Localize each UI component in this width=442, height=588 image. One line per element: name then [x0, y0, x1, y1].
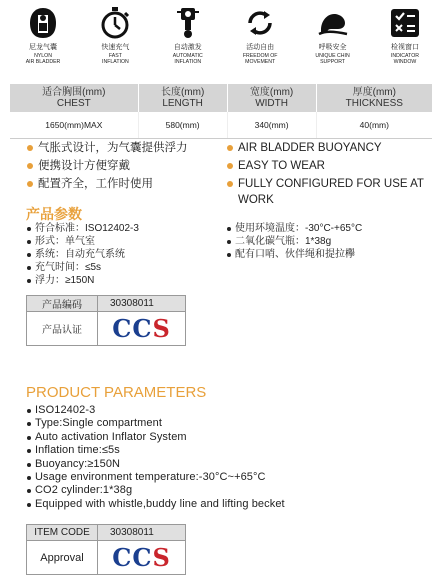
dimension-header	[227, 84, 316, 112]
item-code-table-en	[26, 524, 186, 575]
logo-letter: C	[132, 543, 153, 572]
table-row	[27, 312, 186, 346]
ccs-logo	[98, 312, 186, 346]
ccs-logo	[98, 541, 186, 575]
code-label: ITEM CODE	[27, 525, 98, 541]
list-item: EASY TO WEAR	[226, 158, 426, 174]
header-cn: 宽度(mm)	[249, 87, 294, 98]
feature-en-label: UNIQUE CHIN SUPPORT	[315, 53, 350, 65]
feature-cn-label: 呼吸安全	[318, 44, 347, 51]
item-code-table-cn	[26, 295, 186, 346]
list-item: CO2 cylinder:1*38g	[26, 484, 285, 497]
dimension-value: 580(mm)	[138, 112, 227, 139]
feature-cn-label: 尼龙气囊	[29, 44, 57, 51]
code-value: 30308011	[98, 525, 186, 541]
feature-icons-row	[14, 6, 434, 65]
dimension-value: 340(mm)	[227, 112, 316, 139]
feature-unique-chin-support	[304, 6, 362, 65]
nylon-air-bladder-icon	[27, 6, 59, 40]
list-item: 便携设计方便穿戴	[26, 158, 226, 174]
list-item: 配置齐全，工作时使用	[26, 176, 226, 192]
feature-cn-label: 检视窗口	[390, 44, 419, 51]
list-item: Equipped with whistle,buddy line and lifting becket	[26, 498, 285, 511]
list-item: 充气时间：≤5s	[26, 261, 139, 274]
params-cn-title: 产品参数	[26, 206, 82, 222]
header-cn: 厚度(mm)	[352, 87, 396, 98]
feature-cn-label: 活动自由	[246, 44, 275, 51]
feature-automatic-inflation	[159, 6, 217, 65]
list-item: Auto activation Inflator System	[26, 431, 285, 444]
header-en: CHEST	[56, 98, 91, 109]
list-item: Type:Single compartment	[26, 417, 285, 430]
features-en-list	[226, 140, 426, 210]
chin-support-icon	[317, 6, 349, 40]
header-cn: 适合胸围(mm)	[42, 87, 106, 98]
logo-letter: C	[112, 314, 133, 343]
logo-letter: S	[152, 543, 171, 572]
feature-en-label: FAST INFLATION	[102, 53, 129, 65]
list-item: 气胀式设计，为气囊提供浮力	[26, 140, 226, 156]
dimensions-header-row	[10, 84, 432, 112]
list-item: 配有口哨、伙伴绳和提拉欅	[226, 248, 362, 261]
dimension-value: 40(mm)	[316, 112, 432, 139]
list-item: 浮力：≥150N	[26, 274, 139, 287]
dimension-header	[10, 84, 138, 112]
feature-cn-label: 自动激发	[173, 44, 202, 51]
indicator-window-icon	[389, 6, 421, 40]
header-en: WIDTH	[255, 98, 288, 109]
feature-cn-label: 快速充气	[101, 44, 130, 51]
list-item: FULLY CONFIGURED FOR USE AT WORK	[226, 176, 426, 208]
header-cn: 长度(mm)	[160, 87, 205, 98]
feature-fast-inflation	[86, 6, 144, 65]
header-en: LENGTH	[162, 98, 203, 109]
code-label: 产品编码	[27, 296, 98, 312]
header-en: THICKNESS	[345, 98, 403, 109]
list-item: 使用环境温度：-30°C-+65°C	[226, 222, 362, 235]
list-item: 二氧化碳气瓶：1*38g	[226, 235, 362, 248]
dimension-header	[138, 84, 227, 112]
automatic-inflation-icon	[172, 6, 204, 40]
cert-label: 产品认证	[27, 312, 98, 346]
stopwatch-icon	[99, 6, 131, 40]
list-item: Usage environment temperature:-30°C~+65°C	[26, 471, 285, 484]
list-item: ISO12402-3	[26, 404, 285, 417]
logo-letter: C	[132, 314, 153, 343]
feature-en-label: FREEDOM OF MOVEMENT	[242, 53, 278, 65]
feature-indicator-window	[376, 6, 434, 65]
code-value: 30308011	[98, 296, 186, 312]
list-item: AIR BLADDER BUOYANCY	[226, 140, 426, 156]
logo-letter: S	[152, 314, 171, 343]
feature-en-label: AUTOMATIC INFLATION	[172, 53, 203, 65]
list-item: 系统：自动充气系统	[26, 248, 139, 261]
rotate-arrows-icon	[244, 6, 276, 40]
feature-en-label: INDICATOR WINDOW	[390, 53, 419, 65]
dimension-header	[316, 84, 432, 112]
dimensions-table	[10, 84, 432, 139]
list-item: Buoyancy:≥150N	[26, 458, 285, 471]
dimension-value: 1650(mm)MAX	[10, 112, 138, 139]
params-cn-left	[26, 222, 139, 287]
features-cn-list	[26, 140, 226, 194]
logo-letter: C	[112, 543, 133, 572]
dimensions-value-row	[10, 112, 432, 139]
params-en-list	[26, 404, 285, 511]
list-item: 符合标准：ISO12402-3	[26, 222, 139, 235]
ccs-logo-text	[112, 314, 171, 343]
feature-en-label: NYLON AIR BLADDER	[25, 53, 61, 65]
table-row	[27, 525, 186, 541]
list-item: Inflation time:≤5s	[26, 444, 285, 457]
list-item: 形式：单气室	[26, 235, 139, 248]
params-en-title: PRODUCT PARAMETERS	[26, 384, 207, 401]
params-cn-right	[226, 222, 362, 261]
feature-freedom-of-movement	[231, 6, 289, 65]
table-row	[27, 541, 186, 575]
table-row	[27, 296, 186, 312]
cert-label: Approval	[27, 541, 98, 575]
ccs-logo-text	[112, 543, 171, 572]
feature-nylon-air-bladder	[14, 6, 72, 65]
